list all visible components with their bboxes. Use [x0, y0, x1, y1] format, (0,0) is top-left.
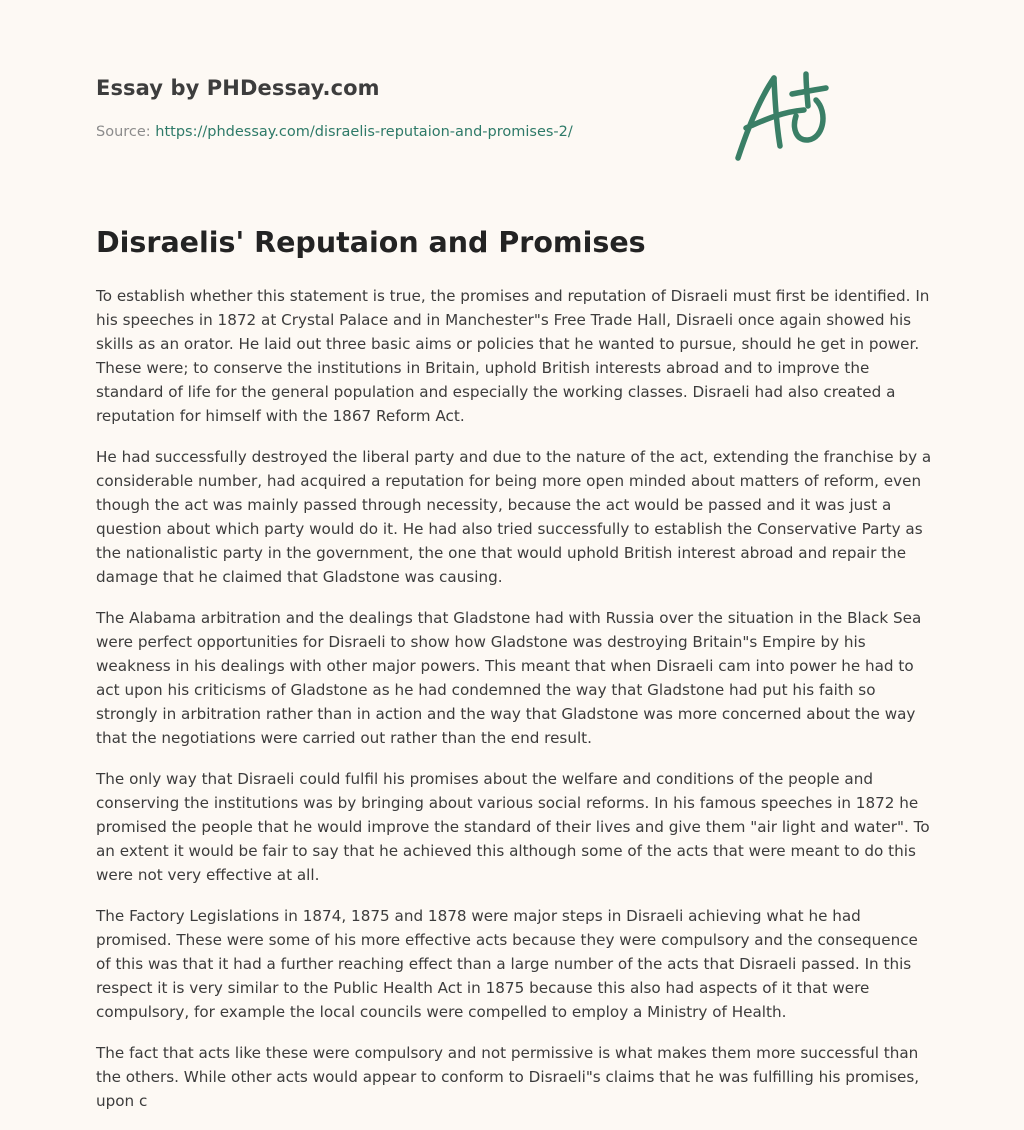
a-plus-logo-icon — [730, 68, 830, 164]
paragraph: The Factory Legislations in 1874, 1875 and 1878 were major steps in Disraeli achieving what he had promised. These were some of his more effective acts because they were compulsory and the consequence of this was that it had a further reaching effect than a large number of the acts that Disraeli passed. In this respect it is very similar to the Public Health Act in 1875 because this also had aspects of it that were compulsory, for example the local councils were compelled to employ a Ministry of Health. — [96, 907, 918, 1021]
essay-title: Disraelis' Reputaion and Promises — [96, 226, 646, 259]
paragraph: He had successfully destroyed the liberal party and due to the nature of the act, extending the franchise by a considerable number, had acquired a reputation for being more open minded about matters of reform, even though the act was mainly passed through necessity, because the act would be passed and it was just a question about which party would do it. He had also tried successfully to establish the Conservative Party as the nationalistic party in the government, the one that would uphold British interest abroad and repair the damage that he claimed that Gladstone was causing. — [96, 448, 932, 586]
source-label: Source: — [96, 124, 156, 140]
source-line — [96, 124, 573, 140]
paragraph: To establish whether this statement is true, the promises and reputation of Disraeli must first be identified. In his speeches in 1872 at Crystal Palace and in Manchester"s Free Trade Hall, Disraeli once again showed his skills as an orator. He laid out three basic aims or policies that he wanted to pursue, should he get in power. These were; to conserve the institutions in Britain, uphold British interests abroad and to improve the standard of life for the general population and especially the working classes. Disraeli had also created a reputation for himself with the 1867 Reform Act. — [96, 287, 930, 425]
paragraph: The only way that Disraeli could fulfil his promises about the welfare and conditions of the people and conserving the institutions was by bringing about various social reforms. In his famous speeches in 1872 he promised the people that he would improve the standard of their lives and give them "air light and water". To an extent it would be fair to say that he achieved this although some of the acts that were meant to do this were not very effective at all. — [96, 770, 930, 884]
page-header — [96, 0, 928, 200]
essay-body — [96, 284, 934, 1130]
paragraph: The Alabama arbitration and the dealings that Gladstone had with Russia over the situation in the Black Sea were perfect opportunities for Disraeli to show how Gladstone was destroying Britain"s Empire by his weakness in his dealings with other major powers. This meant that when Disraeli cam into power he had to act upon his criticisms of Gladstone as he had condemned the way that Gladstone had put his faith so strongly in arbitration rather than in action and the way that Gladstone was more concerned about the way that the negotiations were carried out rather than the end result. — [96, 609, 922, 747]
paragraph: The fact that acts like these were compulsory and not permissive is what makes them more successful than the others. While other acts would appear to conform to Disraeli"s claims that he was fulfilling his promises, upon c — [96, 1044, 920, 1110]
brand-name: Essay by PHDessay.com — [96, 76, 380, 100]
source-link[interactable]: https://phdessay.com/disraelis-reputaion-and-promises-2/ — [155, 124, 573, 140]
